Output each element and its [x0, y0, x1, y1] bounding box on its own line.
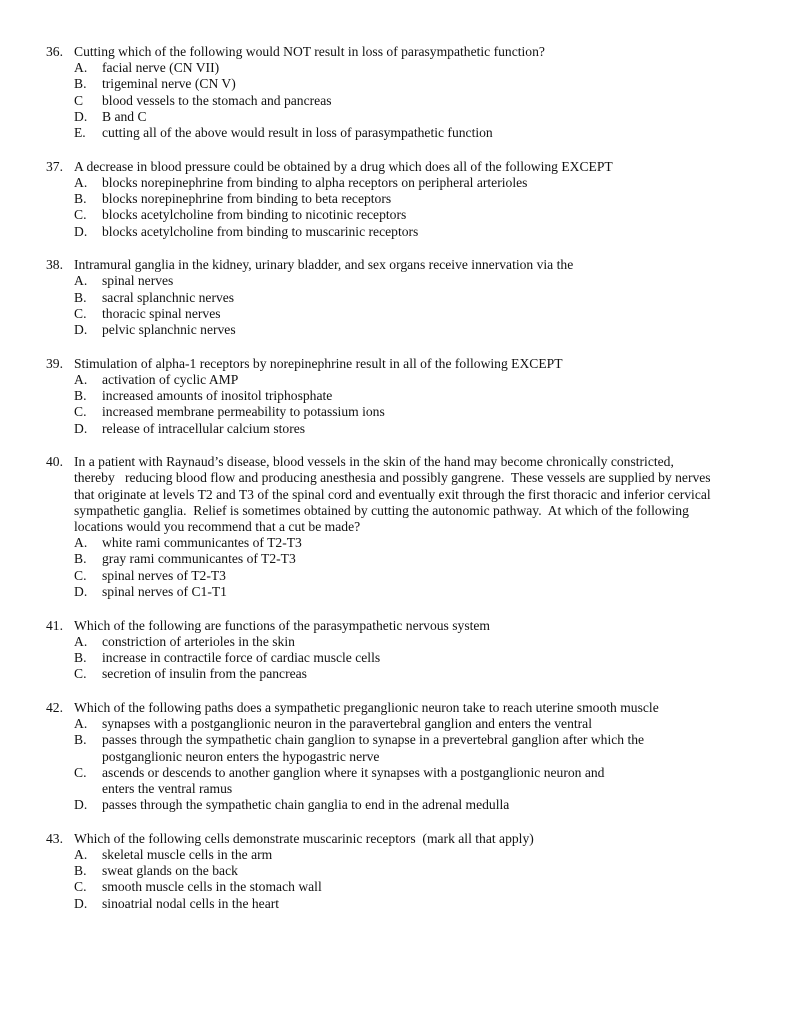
option-letter: A.	[74, 273, 88, 289]
option-text: passes through the sympathetic chain ganglia to end in the adrenal medulla	[102, 797, 510, 813]
option-letter: A.	[74, 535, 88, 551]
option-a	[46, 372, 756, 388]
option-letter: B.	[74, 289, 87, 305]
option-letter: E.	[74, 125, 86, 141]
question-text-line: locations would you recommend that a cut be made?	[74, 519, 361, 535]
question-38	[46, 257, 756, 338]
question-text: Intramural ganglia in the kidney, urinary bladder, and sex organs receive innervation via the	[74, 257, 574, 273]
option-b	[46, 290, 756, 306]
question-text-line: thereby reducing blood flow and producing anesthesia and possibly gangrene. These vessels are supplied by nerves	[74, 470, 711, 486]
option-text: secretion of insulin from the pancreas	[102, 666, 307, 682]
option-a	[46, 716, 756, 732]
option-b	[46, 863, 756, 879]
option-a	[46, 535, 756, 551]
option-letter: A.	[74, 60, 88, 76]
question-41	[46, 618, 756, 683]
question-number: 37.	[46, 158, 63, 174]
option-b	[46, 551, 756, 567]
option-text: B and C	[102, 108, 147, 124]
option-d	[46, 797, 756, 813]
option-letter: C	[74, 92, 84, 108]
option-letter: D.	[74, 583, 88, 599]
option-letter: B.	[74, 650, 87, 665]
question-39	[46, 356, 756, 437]
question-text-line: In a patient with Raynaud’s disease, blood vessels in the skin of the hand may become chronically constricted,	[74, 454, 674, 470]
option-c	[46, 666, 756, 682]
option-text: sweat glands on the back	[102, 863, 238, 879]
option-a	[46, 634, 756, 650]
option-c	[46, 879, 756, 895]
option-letter: B.	[74, 551, 87, 567]
option-b	[46, 650, 756, 666]
option-text: facial nerve (CN VII)	[102, 60, 220, 76]
option-text: sinoatrial nodal cells in the heart	[102, 895, 280, 911]
option-text: gray rami communicantes of T2-T3	[102, 551, 296, 567]
option-letter: D.	[74, 322, 88, 338]
option-letter: C.	[74, 207, 87, 223]
option-c	[46, 207, 756, 223]
option-d	[46, 109, 756, 125]
option-c-continued	[46, 781, 756, 797]
option-letter: C.	[74, 567, 87, 583]
question-43	[46, 831, 756, 912]
option-b-continued	[46, 749, 756, 765]
option-letter: C.	[74, 666, 87, 682]
option-letter: B.	[74, 191, 87, 207]
option-b	[46, 388, 756, 404]
option-d	[46, 896, 756, 912]
option-text: blocks norepinephrine from binding to beta receptors	[102, 191, 392, 207]
option-d	[46, 421, 756, 437]
option-b	[46, 732, 756, 748]
option-text: sacral splanchnic nerves	[102, 289, 235, 305]
option-text: cutting all of the above would result in loss of parasympathetic function	[102, 125, 493, 141]
option-text: passes through the sympathetic chain ganglion to synapse in a prevertebral ganglion after which the	[102, 732, 645, 748]
option-text: pelvic splanchnic nerves	[102, 322, 236, 338]
question-text: Which of the following paths does a sympathetic preganglionic neuron take to reach uterine smooth muscle	[74, 699, 659, 715]
question-40	[46, 454, 756, 600]
question-number: 39.	[46, 355, 63, 371]
question-number: 38.	[46, 257, 63, 273]
option-text: blood vessels to the stomach and pancreas	[102, 92, 332, 108]
option-letter: D.	[74, 895, 88, 911]
option-letter: D.	[74, 108, 88, 124]
option-letter: B.	[74, 388, 87, 404]
question-text: Cutting which of the following would NOT result in loss of parasympathetic function?	[74, 44, 545, 59]
option-text: activation of cyclic AMP	[102, 371, 239, 387]
option-e	[46, 125, 756, 141]
option-text: white rami communicantes of T2-T3	[102, 535, 302, 551]
question-page	[46, 44, 756, 929]
option-letter: A.	[74, 847, 88, 863]
option-text: postganglionic neuron enters the hypogastric nerve	[102, 748, 380, 764]
option-c	[46, 568, 756, 584]
option-letter: D.	[74, 420, 88, 436]
option-b	[46, 76, 756, 92]
question-37	[46, 159, 756, 240]
question-number: 42.	[46, 699, 63, 715]
option-text: increased amounts of inositol triphosphate	[102, 388, 333, 404]
option-letter: A.	[74, 716, 88, 732]
option-text: thoracic spinal nerves	[102, 305, 221, 321]
option-d	[46, 584, 756, 600]
option-text: ascends or descends to another ganglion where it synapses with a postganglionic neuron and	[102, 764, 605, 780]
option-letter: A.	[74, 371, 88, 387]
option-text: synapses with a postganglionic neuron in the paravertebral ganglion and enters the ventral	[102, 716, 592, 732]
option-text: release of intracellular calcium stores	[102, 420, 306, 436]
option-c	[46, 765, 756, 781]
option-a	[46, 273, 756, 289]
option-letter: C.	[74, 764, 87, 780]
question-number: 40.	[46, 454, 63, 470]
option-text: enters the ventral ramus	[102, 780, 233, 796]
option-a	[46, 847, 756, 863]
option-text: spinal nerves of C1-T1	[102, 583, 227, 599]
question-36	[46, 44, 756, 141]
option-text: constriction of arterioles in the skin	[102, 633, 295, 649]
option-text: spinal nerves of T2-T3	[102, 567, 226, 583]
question-text-line: sympathetic ganglia. Relief is sometimes obtained by cutting the autonomic pathway. At which of the following	[74, 502, 689, 518]
question-number: 36.	[46, 44, 63, 59]
option-text: smooth muscle cells in the stomach wall	[102, 879, 322, 895]
option-letter: B.	[74, 76, 87, 92]
question-text: Which of the following are functions of the parasympathetic nervous system	[74, 617, 491, 633]
option-d	[46, 224, 756, 240]
option-letter: C.	[74, 305, 87, 321]
option-c	[46, 93, 756, 109]
question-text: Stimulation of alpha-1 receptors by norepinephrine result in all of the following EXCEPT	[74, 355, 563, 371]
option-text: increased membrane permeability to potassium ions	[102, 404, 385, 420]
option-letter: A.	[74, 174, 88, 190]
option-c	[46, 306, 756, 322]
question-text: Which of the following cells demonstrate muscarinic receptors (mark all that apply)	[74, 830, 534, 846]
option-c	[46, 404, 756, 420]
option-text: skeletal muscle cells in the arm	[102, 847, 273, 863]
option-text: trigeminal nerve (CN V)	[102, 76, 236, 92]
option-text: increase in contractile force of cardiac muscle cells	[102, 650, 381, 665]
option-a	[46, 60, 756, 76]
option-text: blocks norepinephrine from binding to alpha receptors on peripheral arterioles	[102, 174, 528, 190]
question-text: A decrease in blood pressure could be obtained by a drug which does all of the following EXCEPT	[74, 158, 613, 174]
option-text: blocks acetylcholine from binding to muscarinic receptors	[102, 223, 419, 239]
option-letter: D.	[74, 797, 88, 813]
option-text: blocks acetylcholine from binding to nicotinic receptors	[102, 207, 407, 223]
option-letter: C.	[74, 404, 87, 420]
option-letter: C.	[74, 879, 87, 895]
option-d	[46, 322, 756, 338]
option-letter: A.	[74, 633, 88, 649]
option-letter: B.	[74, 732, 87, 748]
option-text: spinal nerves	[102, 273, 174, 289]
option-letter: D.	[74, 223, 88, 239]
question-text-line: that originate at levels T2 and T3 of the spinal cord and eventually exit through the first thoracic and inferior cervical	[74, 486, 711, 502]
option-b	[46, 191, 756, 207]
option-letter: B.	[74, 863, 87, 879]
question-42	[46, 700, 756, 813]
question-number: 43.	[46, 830, 63, 846]
option-a	[46, 175, 756, 191]
question-number: 41.	[46, 617, 63, 633]
